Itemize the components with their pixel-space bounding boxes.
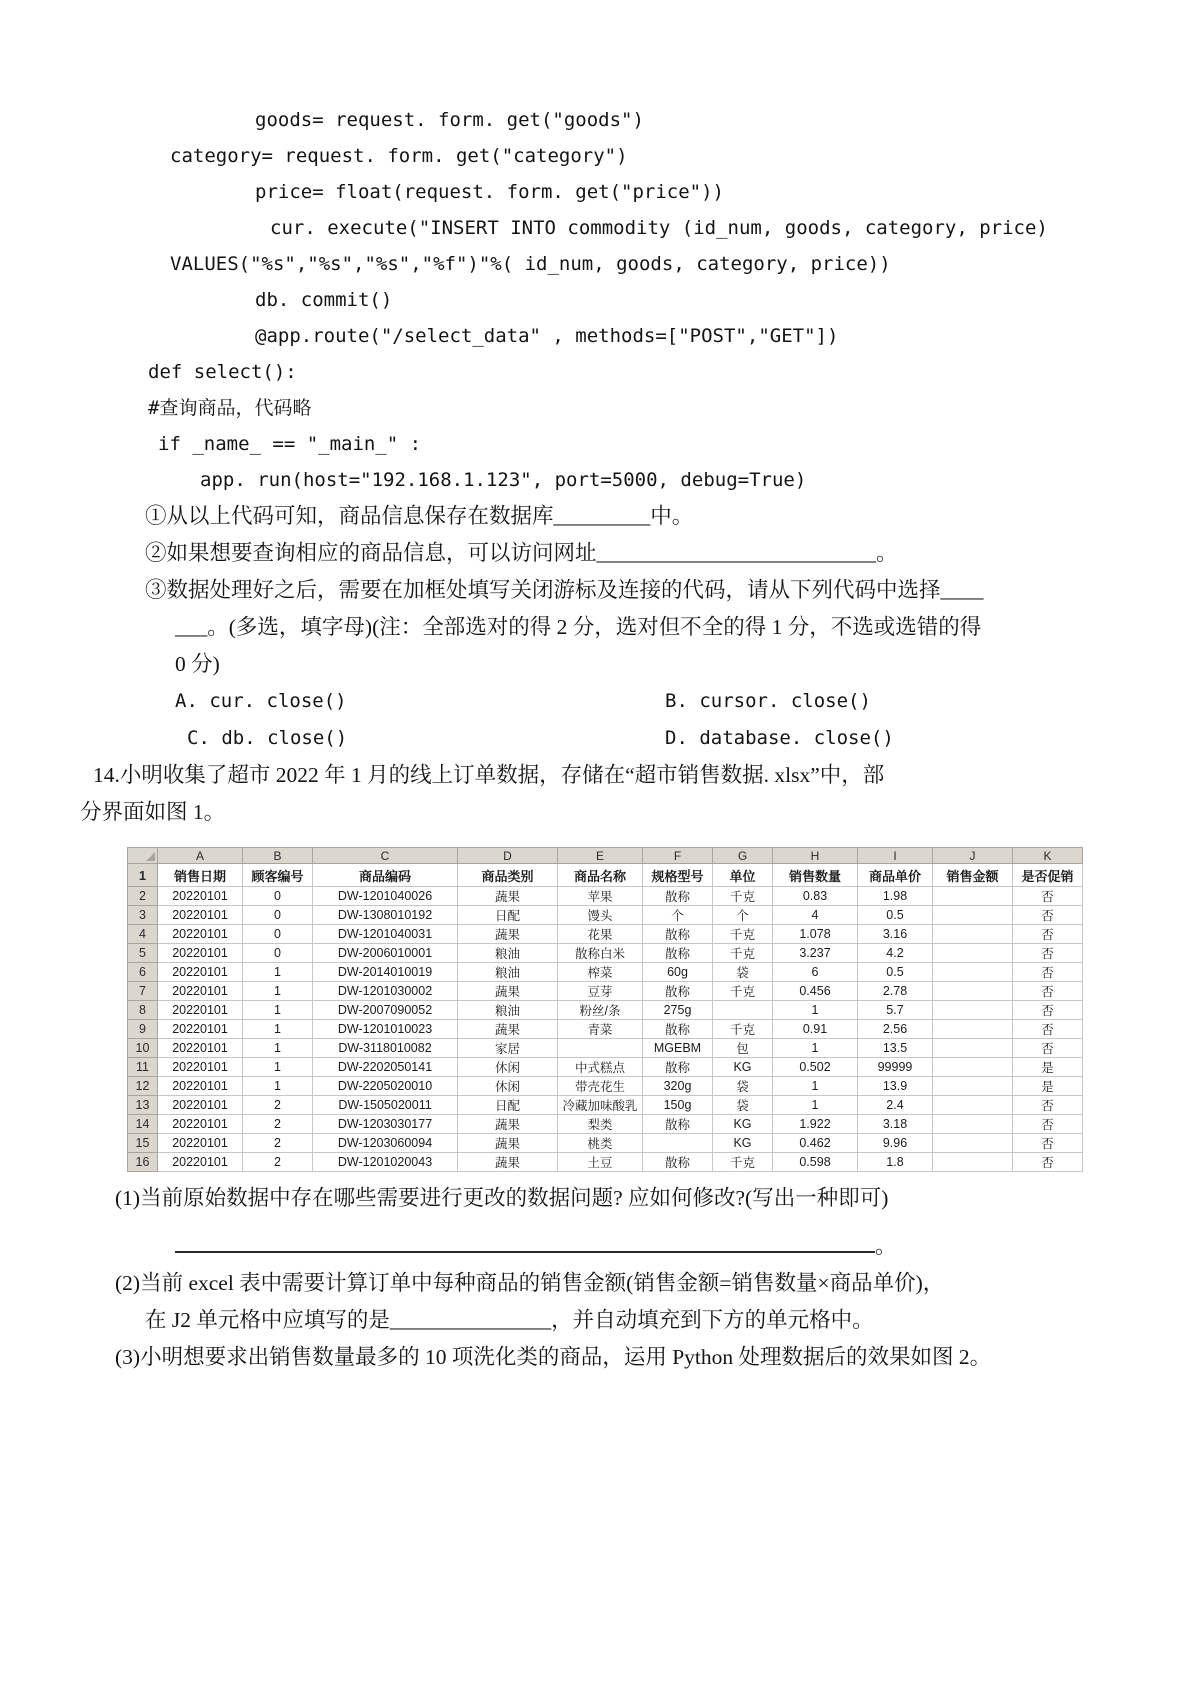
table-cell: 1 bbox=[243, 1077, 313, 1096]
table-cell: 2.4 bbox=[858, 1096, 933, 1115]
table-cell: 包 bbox=[713, 1039, 773, 1058]
question14-intro bbox=[80, 757, 1140, 831]
column-letter: A bbox=[158, 848, 243, 864]
table-row bbox=[128, 1058, 1083, 1077]
table-cell: 1 bbox=[243, 982, 313, 1001]
code-line: #查询商品，代码略 bbox=[148, 397, 312, 419]
table-cell: 蔬果 bbox=[458, 887, 558, 906]
code-line: app. run(host="192.168.1.123", port=5000, debug=True) bbox=[200, 469, 807, 491]
select-all-corner bbox=[128, 848, 158, 864]
table-cell: 青菜 bbox=[558, 1020, 643, 1039]
table-cell: DW-2205020010 bbox=[313, 1077, 458, 1096]
table-cell: 苹果 bbox=[558, 887, 643, 906]
table-cell bbox=[933, 944, 1013, 963]
table-cell: 0.598 bbox=[773, 1153, 858, 1172]
table-cell: 2.56 bbox=[858, 1020, 933, 1039]
option-D: D. database. close() bbox=[665, 727, 894, 749]
table-cell: DW-2007090052 bbox=[313, 1001, 458, 1020]
table-cell bbox=[643, 1134, 713, 1153]
table-cell: 1 bbox=[773, 1096, 858, 1115]
table-row bbox=[128, 1153, 1083, 1172]
option-A: A. cur. close() bbox=[175, 690, 347, 712]
table-cell: DW-1203030177 bbox=[313, 1115, 458, 1134]
table-cell: 千克 bbox=[713, 925, 773, 944]
table-cell: 20220101 bbox=[158, 1058, 243, 1077]
table-cell bbox=[933, 887, 1013, 906]
column-header-cell: 商品名称 bbox=[558, 864, 643, 887]
table-cell: 150g bbox=[643, 1096, 713, 1115]
q13-sub1: ①从以上代码可知，商品信息保存在数据库_________中。 bbox=[145, 504, 694, 528]
table-row bbox=[128, 963, 1083, 982]
column-header-cell: 商品类别 bbox=[458, 864, 558, 887]
table-row bbox=[128, 887, 1083, 906]
table-cell: DW-1201010023 bbox=[313, 1020, 458, 1039]
q14-intro-line1: 14.小明收集了超市 2022 年 1 月的线上订单数据，存储在“超市销售数据. xlsx”中，部 bbox=[93, 763, 885, 787]
table-row bbox=[128, 944, 1083, 963]
table-cell: 1 bbox=[243, 1039, 313, 1058]
table-cell: KG bbox=[713, 1058, 773, 1077]
row-number: 8 bbox=[128, 1001, 158, 1020]
table-cell: 袋 bbox=[713, 1096, 773, 1115]
table-cell: DW-1505020011 bbox=[313, 1096, 458, 1115]
table-row bbox=[128, 1096, 1083, 1115]
table-cell bbox=[933, 1077, 1013, 1096]
column-letter: B bbox=[243, 848, 313, 864]
table-cell: 冷藏加味酸乳 bbox=[558, 1096, 643, 1115]
corner-triangle-icon bbox=[146, 852, 155, 861]
table-cell: 0.462 bbox=[773, 1134, 858, 1153]
table-cell: 0.83 bbox=[773, 887, 858, 906]
q14-sub1: (1)当前原始数据中存在哪些需要进行更改的数据问题? 应如何修改?(写出一种即可) bbox=[115, 1186, 889, 1210]
table-cell: 家居 bbox=[458, 1039, 558, 1058]
table-cell: KG bbox=[713, 1115, 773, 1134]
table-cell: DW-2014010019 bbox=[313, 963, 458, 982]
code-line: if _name_ == "_main_" : bbox=[158, 433, 422, 455]
table-cell: 土豆 bbox=[558, 1153, 643, 1172]
table-cell: DW-1201020043 bbox=[313, 1153, 458, 1172]
table-cell: 散称 bbox=[643, 887, 713, 906]
code-line: goods= request. form. get("goods") bbox=[255, 109, 644, 131]
table-cell: 千克 bbox=[713, 944, 773, 963]
option-B: B. cursor. close() bbox=[665, 690, 871, 712]
table-cell bbox=[933, 1096, 1013, 1115]
table-cell: 蔬果 bbox=[458, 1153, 558, 1172]
table-cell: 20220101 bbox=[158, 906, 243, 925]
column-letter: C bbox=[313, 848, 458, 864]
table-cell bbox=[933, 1020, 1013, 1039]
table-cell: DW-3118010082 bbox=[313, 1039, 458, 1058]
row-number: 11 bbox=[128, 1058, 158, 1077]
q13-sub3-line2: ___。(多选，填字母)(注：全部选对的得 2 分，选对但不全的得 1 分，不选或选错的得 bbox=[175, 615, 982, 639]
answer-blank bbox=[175, 1227, 875, 1253]
q13-sub2: ②如果想要查询相应的商品信息，可以访问网址__________________________。 bbox=[145, 541, 898, 565]
table-cell: 3.237 bbox=[773, 944, 858, 963]
column-header-cell: 规格型号 bbox=[643, 864, 713, 887]
column-letter: G bbox=[713, 848, 773, 864]
table-cell: 豆芽 bbox=[558, 982, 643, 1001]
table-cell: DW-2006010001 bbox=[313, 944, 458, 963]
row-number: 12 bbox=[128, 1077, 158, 1096]
table-row bbox=[128, 1134, 1083, 1153]
table-cell: 0.502 bbox=[773, 1058, 858, 1077]
table-cell: 是 bbox=[1013, 1077, 1083, 1096]
table-cell: 否 bbox=[1013, 1153, 1083, 1172]
table-cell: 是 bbox=[1013, 1058, 1083, 1077]
table-cell: 否 bbox=[1013, 944, 1083, 963]
table-cell: 馒头 bbox=[558, 906, 643, 925]
table-cell: 粮油 bbox=[458, 963, 558, 982]
table-cell: 1 bbox=[773, 1001, 858, 1020]
table-cell: 2 bbox=[243, 1153, 313, 1172]
q14-intro-line2: 分界面如图 1。 bbox=[80, 800, 226, 824]
table-cell: 20220101 bbox=[158, 1077, 243, 1096]
table-cell: 散称 bbox=[643, 982, 713, 1001]
table-cell bbox=[933, 925, 1013, 944]
table-cell: 13.9 bbox=[858, 1077, 933, 1096]
table-cell: 带壳花生 bbox=[558, 1077, 643, 1096]
table-cell: 千克 bbox=[713, 1020, 773, 1039]
table-cell: 花果 bbox=[558, 925, 643, 944]
table-cell: DW-2202050141 bbox=[313, 1058, 458, 1077]
column-letter: K bbox=[1013, 848, 1083, 864]
table-cell: 20220101 bbox=[158, 1153, 243, 1172]
column-letter: F bbox=[643, 848, 713, 864]
row-number: 14 bbox=[128, 1115, 158, 1134]
table-row bbox=[128, 1039, 1083, 1058]
code-block bbox=[145, 102, 1140, 498]
table-cell: 4.2 bbox=[858, 944, 933, 963]
row-number: 5 bbox=[128, 944, 158, 963]
table-cell bbox=[933, 1039, 1013, 1058]
q14-sub2-line2: 在 J2 单元格中应填写的是_______________，并自动填充到下方的单元格中。 bbox=[145, 1308, 874, 1332]
column-letter: E bbox=[558, 848, 643, 864]
table-cell: 否 bbox=[1013, 1020, 1083, 1039]
table-cell: 20220101 bbox=[158, 1039, 243, 1058]
row-number: 7 bbox=[128, 982, 158, 1001]
table-cell: 否 bbox=[1013, 1134, 1083, 1153]
table-row bbox=[128, 1077, 1083, 1096]
table-cell: 散称 bbox=[643, 944, 713, 963]
table-cell: 20220101 bbox=[158, 925, 243, 944]
table-cell: 否 bbox=[1013, 887, 1083, 906]
table-cell: KG bbox=[713, 1134, 773, 1153]
table-cell: 蔬果 bbox=[458, 982, 558, 1001]
table-cell: 3.16 bbox=[858, 925, 933, 944]
option-C: C. db. close() bbox=[187, 727, 348, 749]
table-cell: 粉丝/条 bbox=[558, 1001, 643, 1020]
table-cell: 桃类 bbox=[558, 1134, 643, 1153]
table-cell: 1.98 bbox=[858, 887, 933, 906]
column-letter: J bbox=[933, 848, 1013, 864]
column-header-cell: 顾客编号 bbox=[243, 864, 313, 887]
q13-sub3-line3: 0 分) bbox=[175, 652, 220, 676]
table-cell: 散称 bbox=[643, 1020, 713, 1039]
table-cell: 20220101 bbox=[158, 982, 243, 1001]
table-cell: 日配 bbox=[458, 1096, 558, 1115]
table-cell: 99999 bbox=[858, 1058, 933, 1077]
table-cell: 2.78 bbox=[858, 982, 933, 1001]
table-cell: 5.7 bbox=[858, 1001, 933, 1020]
table-cell: 千克 bbox=[713, 887, 773, 906]
table-cell: 0.5 bbox=[858, 906, 933, 925]
row-number: 4 bbox=[128, 925, 158, 944]
table-cell: 否 bbox=[1013, 982, 1083, 1001]
code-line: def select(): bbox=[148, 361, 297, 383]
table-cell: 休闲 bbox=[458, 1077, 558, 1096]
table-row bbox=[128, 906, 1083, 925]
table-cell: 蔬果 bbox=[458, 925, 558, 944]
table-cell: 袋 bbox=[713, 1077, 773, 1096]
table-cell: 0.456 bbox=[773, 982, 858, 1001]
column-header-cell: 单位 bbox=[713, 864, 773, 887]
row-number: 16 bbox=[128, 1153, 158, 1172]
row-number: 3 bbox=[128, 906, 158, 925]
table-cell: 散称 bbox=[643, 1115, 713, 1134]
column-letter: D bbox=[458, 848, 558, 864]
table-cell: 0 bbox=[243, 887, 313, 906]
table-cell: 0 bbox=[243, 906, 313, 925]
table-cell: 20220101 bbox=[158, 944, 243, 963]
question14-subquestions bbox=[80, 1180, 1140, 1376]
table-cell: 20220101 bbox=[158, 1115, 243, 1134]
table-cell: 粮油 bbox=[458, 1001, 558, 1020]
table-cell: 散称白米 bbox=[558, 944, 643, 963]
table-cell: 6 bbox=[773, 963, 858, 982]
table-cell: 否 bbox=[1013, 925, 1083, 944]
table-cell: 1 bbox=[243, 963, 313, 982]
q14-sub1-answer-line bbox=[175, 1227, 1140, 1265]
table-row bbox=[128, 1020, 1083, 1039]
table-cell: 粮油 bbox=[458, 944, 558, 963]
table-cell: MGEBM bbox=[643, 1039, 713, 1058]
table-cell: 60g bbox=[643, 963, 713, 982]
table-cell: 20220101 bbox=[158, 1134, 243, 1153]
table-cell: 3.18 bbox=[858, 1115, 933, 1134]
row-number: 6 bbox=[128, 963, 158, 982]
code-line: @app.route("/select_data" , methods=["POST","GET"]) bbox=[255, 325, 839, 347]
table-cell: 个 bbox=[713, 906, 773, 925]
table-cell: 2 bbox=[243, 1115, 313, 1134]
table-cell: 1 bbox=[773, 1077, 858, 1096]
code-line: price= float(request. form. get("price")) bbox=[255, 181, 724, 203]
table-cell: 1 bbox=[243, 1058, 313, 1077]
table-cell bbox=[713, 1001, 773, 1020]
row-number: 9 bbox=[128, 1020, 158, 1039]
table-cell: 千克 bbox=[713, 982, 773, 1001]
table-cell: 1 bbox=[773, 1039, 858, 1058]
table-cell: 0.5 bbox=[858, 963, 933, 982]
column-letter: H bbox=[773, 848, 858, 864]
table-cell: 1.078 bbox=[773, 925, 858, 944]
table-cell: 20220101 bbox=[158, 1020, 243, 1039]
table-cell: 2 bbox=[243, 1134, 313, 1153]
code-line: category= request. form. get("category") bbox=[170, 145, 628, 167]
table-cell: 320g bbox=[643, 1077, 713, 1096]
table-cell bbox=[933, 1153, 1013, 1172]
table-cell: 榨菜 bbox=[558, 963, 643, 982]
q13-sub3-line1: ③数据处理好之后，需要在加框处填写关闭游标及连接的代码，请从下列代码中选择____ bbox=[145, 578, 984, 602]
row-number: 10 bbox=[128, 1039, 158, 1058]
q14-sub3: (3)小明想要求出销售数量最多的 10 项洗化类的商品，运用 Python 处理数据后的效果如图 2。 bbox=[115, 1345, 992, 1369]
table-cell: 蔬果 bbox=[458, 1134, 558, 1153]
table-cell: 9.96 bbox=[858, 1134, 933, 1153]
row-number: 13 bbox=[128, 1096, 158, 1115]
column-header-cell: 销售金额 bbox=[933, 864, 1013, 887]
table-cell: 1.8 bbox=[858, 1153, 933, 1172]
table-cell: 千克 bbox=[713, 1153, 773, 1172]
table-cell: 20220101 bbox=[158, 1001, 243, 1020]
table-cell: 1.922 bbox=[773, 1115, 858, 1134]
table-cell: 散称 bbox=[643, 925, 713, 944]
row-number: 1 bbox=[128, 864, 158, 887]
table-cell: 1 bbox=[243, 1001, 313, 1020]
row-number: 15 bbox=[128, 1134, 158, 1153]
table-cell: 20220101 bbox=[158, 963, 243, 982]
table-cell: 否 bbox=[1013, 1115, 1083, 1134]
table-cell: 275g bbox=[643, 1001, 713, 1020]
table-cell bbox=[933, 906, 1013, 925]
table-cell: 散称 bbox=[643, 1058, 713, 1077]
column-header-cell: 销售日期 bbox=[158, 864, 243, 887]
table-cell bbox=[933, 1134, 1013, 1153]
table-cell bbox=[933, 1001, 1013, 1020]
table-cell: DW-1201040026 bbox=[313, 887, 458, 906]
row-number: 2 bbox=[128, 887, 158, 906]
code-line: VALUES("%s","%s","%s","%f")"%( id_num, goods, category, price)) bbox=[170, 253, 891, 275]
table-cell: 否 bbox=[1013, 1039, 1083, 1058]
table-cell bbox=[933, 1058, 1013, 1077]
table-cell: 休闲 bbox=[458, 1058, 558, 1077]
table-cell: DW-1201030002 bbox=[313, 982, 458, 1001]
figure1-table bbox=[127, 847, 1083, 1172]
table-cell: 13.5 bbox=[858, 1039, 933, 1058]
code-line: cur. execute("INSERT INTO commodity (id_num, goods, category, price) bbox=[270, 217, 1048, 239]
table-cell: 2 bbox=[243, 1096, 313, 1115]
table-cell: 0 bbox=[243, 925, 313, 944]
table-row bbox=[128, 925, 1083, 944]
table-cell: 否 bbox=[1013, 963, 1083, 982]
q13-options bbox=[175, 683, 1140, 757]
column-header-cell: 商品编码 bbox=[313, 864, 458, 887]
table-cell: 0.91 bbox=[773, 1020, 858, 1039]
table-cell: 蔬果 bbox=[458, 1115, 558, 1134]
table-cell: DW-1201040031 bbox=[313, 925, 458, 944]
question13-subquestions bbox=[80, 498, 1140, 683]
code-line: db. commit() bbox=[255, 289, 393, 311]
table-cell bbox=[558, 1039, 643, 1058]
table-cell: 日配 bbox=[458, 906, 558, 925]
q14-sub2-line1: (2)当前 excel 表中需要计算订单中每种商品的销售金额(销售金额=销售数量×商品单价)， bbox=[115, 1271, 945, 1295]
table-cell bbox=[933, 1115, 1013, 1134]
table-cell: 1 bbox=[243, 1020, 313, 1039]
table-cell bbox=[933, 963, 1013, 982]
table-cell: 袋 bbox=[713, 963, 773, 982]
table-cell: 否 bbox=[1013, 1096, 1083, 1115]
table-cell: 4 bbox=[773, 906, 858, 925]
table-cell: DW-1203060094 bbox=[313, 1134, 458, 1153]
column-header-cell: 销售数量 bbox=[773, 864, 858, 887]
table-cell: 20220101 bbox=[158, 1096, 243, 1115]
blank-period: 。 bbox=[875, 1234, 897, 1258]
table-row bbox=[128, 1001, 1083, 1020]
table-cell: 中式糕点 bbox=[558, 1058, 643, 1077]
table-cell: 个 bbox=[643, 906, 713, 925]
table-row bbox=[128, 1115, 1083, 1134]
table-cell: 20220101 bbox=[158, 887, 243, 906]
table-cell: 0 bbox=[243, 944, 313, 963]
column-header-cell: 商品单价 bbox=[858, 864, 933, 887]
table-cell bbox=[933, 982, 1013, 1001]
column-letter: I bbox=[858, 848, 933, 864]
table-cell: 蔬果 bbox=[458, 1020, 558, 1039]
table-cell: 否 bbox=[1013, 1001, 1083, 1020]
table-cell: DW-1308010192 bbox=[313, 906, 458, 925]
table-cell: 否 bbox=[1013, 906, 1083, 925]
table-cell: 梨类 bbox=[558, 1115, 643, 1134]
table-row bbox=[128, 982, 1083, 1001]
column-header-cell: 是否促销 bbox=[1013, 864, 1083, 887]
table-cell: 散称 bbox=[643, 1153, 713, 1172]
